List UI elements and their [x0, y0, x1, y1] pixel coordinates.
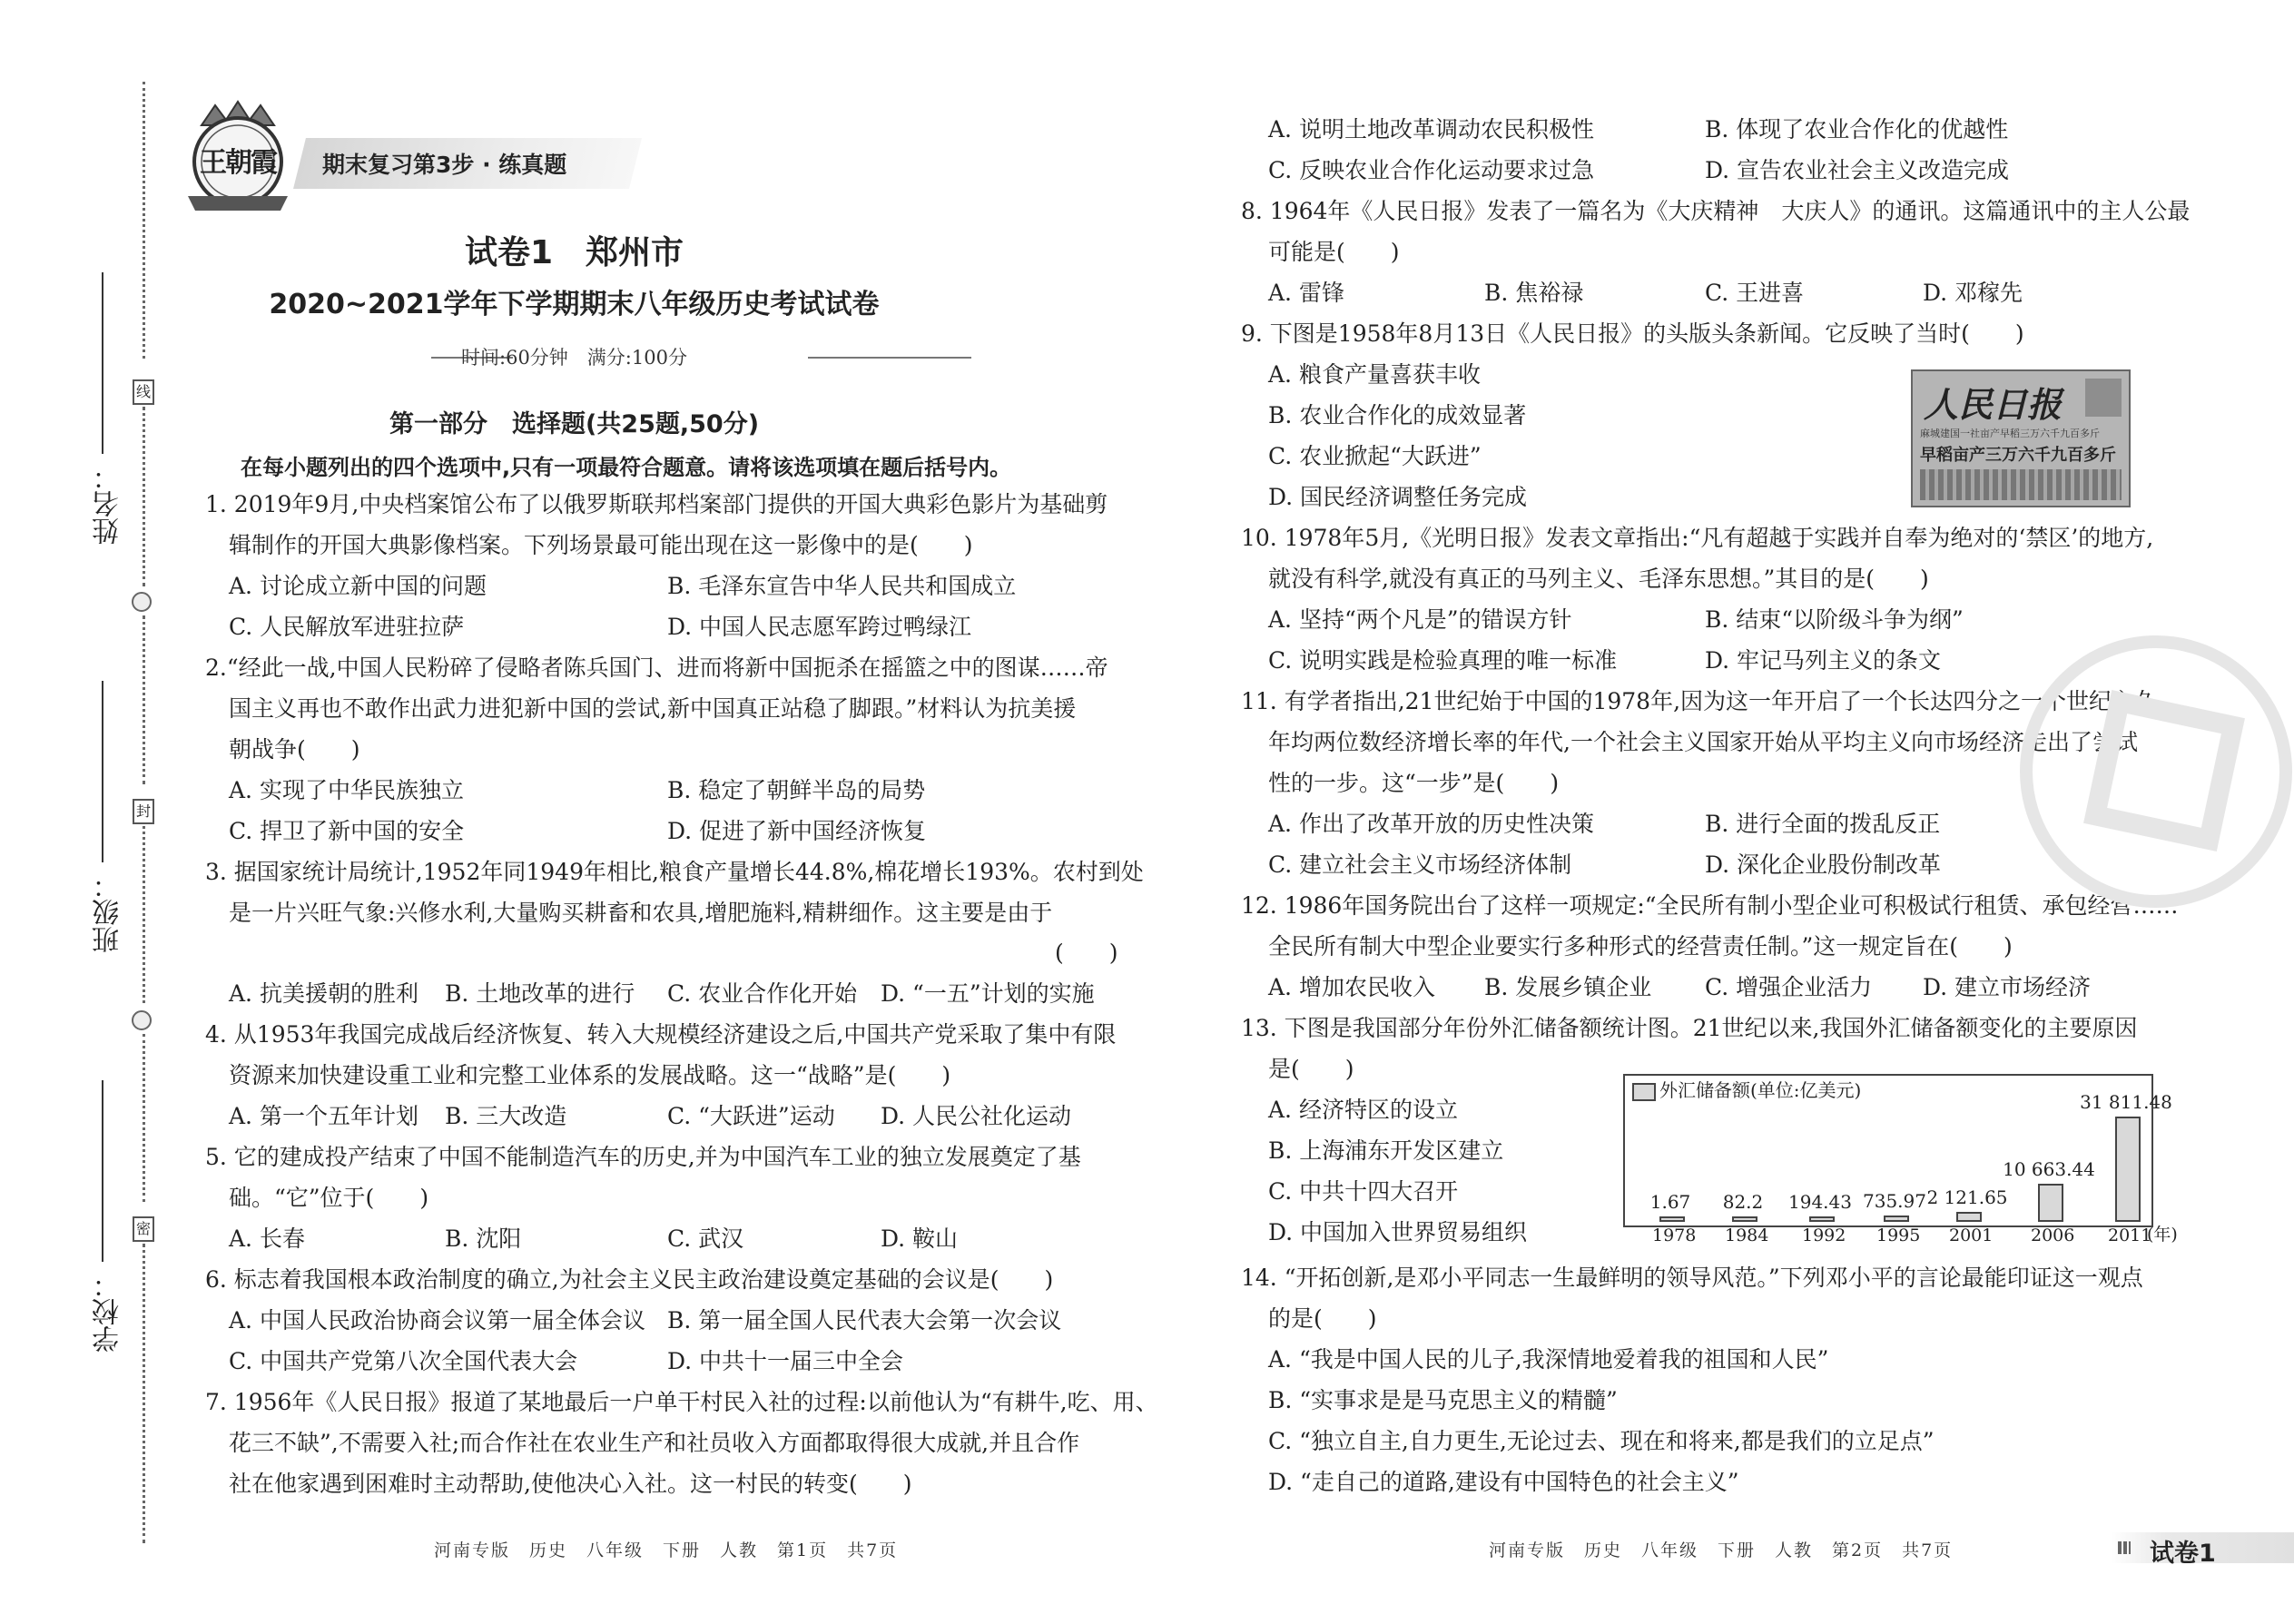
- question-8-line2: 可能是( ): [1268, 239, 1400, 265]
- dotted-line: [143, 1244, 145, 1543]
- school-label: 学校：: [93, 1271, 124, 1353]
- option-6b[interactable]: B. 第一届全国人民代表大会第一次会议: [667, 1307, 1062, 1334]
- exam-title: 试卷1 郑州市: [464, 234, 684, 271]
- bar-2011: [2115, 1117, 2141, 1222]
- option-8a[interactable]: A. 雷锋: [1268, 280, 1344, 306]
- exam-subtitle: 2020~2021学年下学期期末八年级历史考试试卷: [269, 289, 880, 320]
- option-4d[interactable]: D. 人民公社化运动: [881, 1103, 1072, 1129]
- class-label: 班级：: [93, 871, 124, 953]
- time-info: 时间:60分钟 满分:100分: [461, 347, 687, 369]
- question-13-line2: 是( ): [1268, 1056, 1354, 1082]
- option-12a[interactable]: A. 增加农民收入: [1268, 974, 1435, 1000]
- option-11a[interactable]: A. 作出了改革开放的历史性决策: [1268, 811, 1594, 837]
- question-7: 7. 1956年《人民日报》报道了某地最后一户单干村民入社的过程:以前他认为“有耕牛,吃、用、: [205, 1389, 1158, 1415]
- question-14-line2: 的是( ): [1268, 1305, 1377, 1332]
- option-3a[interactable]: A. 抗美援朝的胜利: [229, 980, 418, 1007]
- option-12c[interactable]: C. 增强企业活力: [1705, 974, 1873, 1000]
- option-5d[interactable]: D. 鞍山: [881, 1225, 959, 1252]
- chart-legend: 外汇储备额(单位:亿美元): [1659, 1079, 1862, 1101]
- option-13c[interactable]: C. 中共十四大召开: [1268, 1178, 1459, 1205]
- option-6c[interactable]: C. 中国共产党第八次全国代表大会: [229, 1348, 578, 1374]
- option-9d[interactable]: D. 国民经济调整任务完成: [1268, 484, 1528, 510]
- option-10c[interactable]: C. 说明实践是检验真理的唯一标准: [1268, 647, 1618, 674]
- option-9c[interactable]: C. 农业掀起“大跃进”: [1268, 443, 1482, 469]
- bar-1995: [1884, 1216, 1909, 1222]
- x-tick-label-2001: 2001: [1949, 1225, 1994, 1245]
- option-1a[interactable]: A. 讨论成立新中国的问题: [229, 573, 487, 599]
- option-13b[interactable]: B. 上海浦东开发区建立: [1268, 1137, 1504, 1164]
- question-7-line2: 花三不缺”,不需要入社;而合作社在农业生产和社员收入方面都取得很大成就,并且合作: [229, 1430, 1080, 1456]
- option-3d[interactable]: D. “一五”计划的实施: [881, 980, 1095, 1007]
- option-2a[interactable]: A. 实现了中华民族独立: [229, 777, 464, 803]
- bar-2001: [1956, 1212, 1982, 1222]
- question-7-line3: 社在他家遇到困难时主动帮助,使他决心入社。这一村民的转变( ): [229, 1471, 912, 1497]
- question-1-line2: 辑制作的开国大典影像档案。下列场景最可能出现在这一影像中的是( ): [229, 532, 973, 558]
- newspaper-headline: 早稻亩产三万六千九百多斤: [1920, 446, 2116, 465]
- bar-value-label-1978: 1.67: [1649, 1191, 1691, 1213]
- question-11-line3: 性的一步。这“一步”是( ): [1268, 770, 1560, 796]
- watermark-seal: [2020, 635, 2292, 908]
- x-tick-label-1984: 1984: [1725, 1225, 1769, 1245]
- option-5c[interactable]: C. 武汉: [667, 1225, 744, 1252]
- footer-badge: 试卷1: [2150, 1540, 2216, 1568]
- option-14d[interactable]: D. “走自己的道路,建设有中国特色的社会主义”: [1268, 1469, 1739, 1495]
- question-8: 8. 1964年《人民日报》发表了一篇名为《大庆精神 大庆人》的通讯。这篇通讯中的主人公最: [1241, 198, 2191, 224]
- binder-ring: [132, 1010, 152, 1030]
- option-9b[interactable]: B. 农业合作化的成效显著: [1268, 402, 1527, 428]
- question-2-line2: 国主义再也不敢作出武力进犯新中国的尝试,新中国真正站稳了脚跟。”材料认为抗美援: [229, 695, 1077, 722]
- option-2c[interactable]: C. 捍卫了新中国的安全: [229, 818, 465, 844]
- question-2-line3: 朝战争( ): [229, 736, 360, 763]
- option-3b[interactable]: B. 土地改革的进行: [445, 980, 635, 1007]
- margin-mark-feng: 封: [133, 799, 154, 824]
- newspaper-line: 麻城建国一社亩产早稻三万六千九百多斤: [1920, 428, 2100, 439]
- logo-text: 王朝霞: [200, 147, 276, 179]
- margin-mark-xian: 线: [133, 379, 154, 405]
- option-4a[interactable]: A. 第一个五年计划: [229, 1103, 418, 1129]
- option-2b[interactable]: B. 稳定了朝鲜半岛的局势: [667, 777, 926, 803]
- option-13a[interactable]: A. 经济特区的设立: [1268, 1097, 1458, 1123]
- question-2: 2.“经此一战,中国人民粉碎了侵略者陈兵国门、进而将新中国扼杀在摇篮之中的图谋……帝: [205, 655, 1108, 681]
- newspaper-corner-box: [2085, 379, 2122, 417]
- question-10-line2: 就没有科学,就没有真正的马列主义、毛泽东思想。”其目的是( ): [1268, 566, 1929, 592]
- option-7c[interactable]: C. 反映农业合作化运动要求过急: [1268, 157, 1595, 183]
- bar-value-label-2006: 10 663.44: [2003, 1158, 2095, 1180]
- question-3-answer-bracket[interactable]: ( ): [1055, 940, 1118, 966]
- x-tick-label-2006: 2006: [2031, 1225, 2075, 1245]
- question-9: 9. 下图是1958年8月13日《人民日报》的头版头条新闻。它反映了当时( ): [1241, 320, 2024, 347]
- badge-dots-icon: [2118, 1541, 2131, 1554]
- x-tick-label-1992: 1992: [1802, 1225, 1846, 1245]
- option-9a[interactable]: A. 粮食产量喜获丰收: [1268, 361, 1481, 388]
- question-13: 13. 下图是我国部分年份外汇储备额统计图。21世纪以来,我国外汇储备额变化的主要原因: [1241, 1015, 2138, 1041]
- newspaper-image: [1911, 369, 2131, 507]
- question-1: 1. 2019年9月,中央档案馆公布了以俄罗斯联邦档案部门提供的开国大典彩色影片为基础剪: [205, 491, 1108, 517]
- question-14: 14. “开拓创新,是邓小平同志一生最鲜明的领导风范。”下列邓小平的言论最能印证这一观点: [1241, 1265, 2143, 1291]
- option-4b[interactable]: B. 三大改造: [445, 1103, 567, 1129]
- option-7a[interactable]: A. 说明土地改革调动农民积极性: [1268, 116, 1594, 143]
- option-11d[interactable]: D. 深化企业股份制改革: [1705, 851, 1942, 878]
- newspaper-masthead: 人民日报: [1924, 384, 2063, 425]
- option-2d[interactable]: D. 促进了新中国经济恢复: [667, 818, 927, 844]
- bar-value-label-2001: 2 121.65: [1926, 1186, 2008, 1208]
- option-8d[interactable]: D. 邓稼先: [1923, 280, 2023, 306]
- margin-mark-mi: 密: [133, 1216, 154, 1242]
- option-7d[interactable]: D. 宣告农业社会主义改造完成: [1705, 157, 2010, 183]
- dotted-line: [143, 826, 145, 1003]
- section-heading: 第一部分 选择题(共25题,50分): [389, 410, 760, 438]
- school-field-line[interactable]: [102, 1080, 103, 1262]
- option-8c[interactable]: C. 王进喜: [1705, 280, 1805, 306]
- bar-1992: [1809, 1216, 1835, 1222]
- option-1c[interactable]: C. 人民解放军进驻拉萨: [229, 614, 465, 640]
- option-1b[interactable]: B. 毛泽东宣告中华人民共和国成立: [667, 573, 1017, 599]
- option-12b[interactable]: B. 发展乡镇企业: [1484, 974, 1652, 1000]
- option-10d[interactable]: D. 牢记马列主义的条文: [1705, 647, 1942, 674]
- option-6a[interactable]: A. 中国人民政治协商会议第一届全体会议: [229, 1307, 645, 1334]
- option-14b[interactable]: B. “实事求是是马克思主义的精髓”: [1268, 1387, 1618, 1413]
- option-11c[interactable]: C. 建立社会主义市场经济体制: [1268, 851, 1572, 878]
- bar-2006: [2038, 1184, 2063, 1222]
- question-5: 5. 它的建成投产结束了中国不能制造汽车的历史,并为中国汽车工业的独立发展奠定了基: [205, 1144, 1081, 1170]
- question-11-line2: 年均两位数经济增长率的年代,一个社会主义国家开始从平均主义向市场经济走出了尝试: [1268, 729, 2138, 755]
- question-12-line2: 全民所有制大中型企业要实行多种形式的经营责任制。”这一规定旨在( ): [1268, 933, 2013, 960]
- question-3: 3. 据国家统计局统计,1952年同1949年相比,粮食产量增长44.8%,棉花增长193%。农村到处: [205, 859, 1144, 885]
- bar-1978: [1659, 1216, 1685, 1222]
- question-4-line2: 资源来加快建设重工业和完整工业体系的发展战略。这一“战略”是( ): [229, 1062, 951, 1088]
- dotted-line: [143, 615, 145, 784]
- divider: [808, 357, 971, 359]
- x-tick-label-1995: 1995: [1876, 1225, 1921, 1245]
- option-6d[interactable]: D. 中共十一届三中全会: [667, 1348, 904, 1374]
- question-12: 12. 1986年国务院出台了这样一项规定:“全民所有制小型企业可积极试行租赁、承包经营……: [1241, 892, 2179, 919]
- option-5b[interactable]: B. 沈阳: [445, 1225, 522, 1252]
- option-11b[interactable]: B. 进行全面的拨乱反正: [1705, 811, 1941, 837]
- question-3-line2: 是一片兴旺气象:兴修水利,大量购买耕畜和农具,增肥施料,精耕细作。这主要是由于: [229, 900, 1053, 926]
- binder-ring: [132, 592, 152, 612]
- x-axis-unit: (年): [2147, 1225, 2178, 1245]
- option-14a[interactable]: A. “我是中国人民的儿子,我深情地爱着我的祖国和人民”: [1268, 1346, 1829, 1373]
- option-3c[interactable]: C. 农业合作化开始: [667, 980, 858, 1007]
- option-10a[interactable]: A. 坚持“两个凡是”的错误方针: [1268, 606, 1572, 633]
- class-field-line[interactable]: [102, 681, 103, 862]
- question-10: 10. 1978年5月,《光明日报》发表文章指出:“凡有超越于实践并自奉为绝对的‘禁区’的地方,: [1241, 525, 2154, 551]
- option-13d[interactable]: D. 中国加入世界贸易组织: [1268, 1219, 1528, 1245]
- option-5a[interactable]: A. 长春: [229, 1225, 305, 1252]
- name-label: 姓名：: [93, 463, 124, 545]
- brand-logo: [179, 98, 297, 216]
- option-12d[interactable]: D. 建立市场经济: [1923, 974, 2092, 1000]
- question-6: 6. 标志着我国根本政治制度的确立,为社会主义民主政治建设奠定基础的会议是( ): [205, 1266, 1054, 1293]
- option-4c[interactable]: C. “大跃进”运动: [667, 1103, 835, 1129]
- header-banner-text: 期末复习第3步 · 练真题: [322, 152, 567, 178]
- question-5-line2: 础。“它”位于( ): [229, 1185, 429, 1211]
- question-4: 4. 从1953年我国完成战后经济恢复、转入大规模经济建设之后,中国共产党采取了集中有限: [205, 1021, 1117, 1048]
- bar-1984: [1732, 1216, 1757, 1222]
- question-11: 11. 有学者指出,21世纪始于中国的1978年,因为这一年开启了一个长达四分之一个世纪之久: [1241, 688, 2158, 714]
- instruction-text: 在每小题列出的四个选项中,只有一项最符合题意。请将该选项填在题后括号内。: [241, 455, 1012, 480]
- bar-value-label-1992: 194.43: [1788, 1191, 1852, 1213]
- bar-value-label-2011: 31 811.48: [2080, 1091, 2172, 1113]
- footer-right: 河南专版 历史 八年级 下册 人教 第2页 共7页: [1489, 1540, 1954, 1560]
- option-14c[interactable]: C. “独立自主,自力更生,无论过去、现在和将来,都是我们的立足点”: [1268, 1428, 1935, 1454]
- x-tick-label-1978: 1978: [1652, 1225, 1697, 1245]
- bar-value-label-1984: 82.2: [1722, 1191, 1764, 1213]
- bar-value-label-1995: 735.97: [1863, 1190, 1926, 1212]
- footer-left: 河南专版 历史 八年级 下册 人教 第1页 共7页: [434, 1540, 899, 1560]
- legend-swatch: [1632, 1083, 1656, 1101]
- newspaper-photo: [1920, 469, 2122, 500]
- option-10b[interactable]: B. 结束“以阶级斗争为纲”: [1705, 606, 1964, 633]
- dotted-line: [143, 1034, 145, 1202]
- option-1d[interactable]: D. 中国人民志愿军跨过鸭绿江: [667, 614, 972, 640]
- option-8b[interactable]: B. 焦裕禄: [1484, 280, 1584, 306]
- x-tick-label-2011: 2011: [2108, 1225, 2152, 1245]
- option-7b[interactable]: B. 体现了农业合作化的优越性: [1705, 116, 2009, 143]
